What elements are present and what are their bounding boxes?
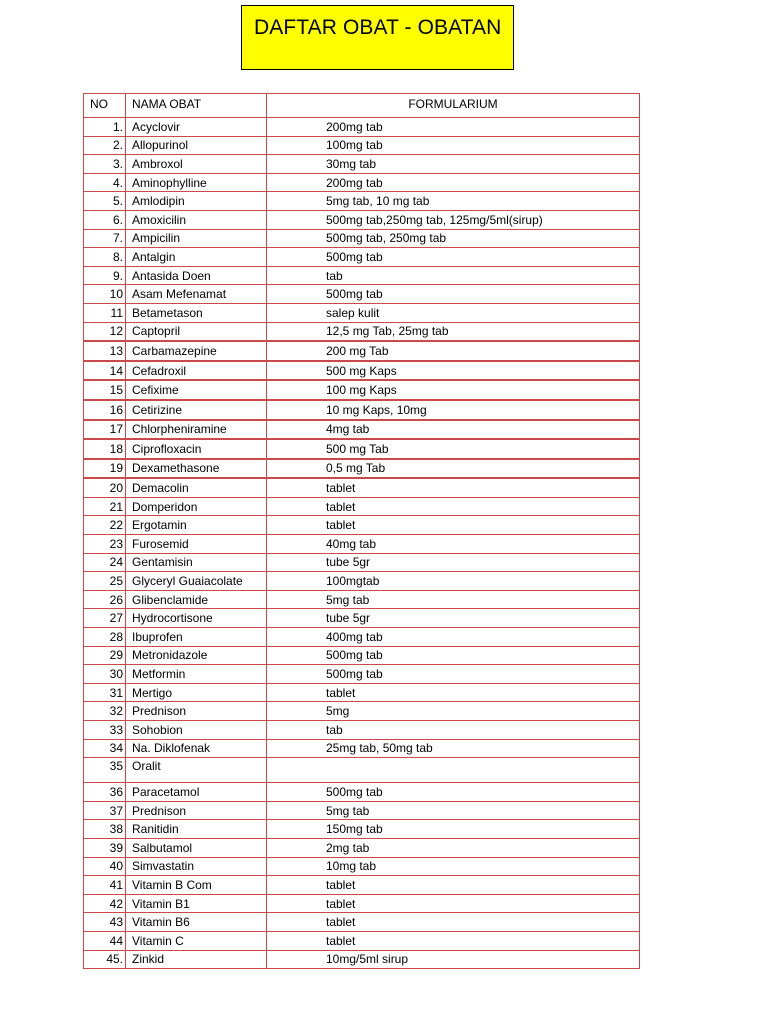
drug-name: Ampicilin xyxy=(126,229,267,248)
drug-formulary xyxy=(267,758,640,783)
drug-formulary: 25mg tab, 50mg tab xyxy=(267,739,640,758)
row-number: 30 xyxy=(84,665,126,684)
row-number: 18 xyxy=(84,439,126,459)
drug-formulary: 10mg/5ml sirup xyxy=(267,950,640,969)
table-row xyxy=(84,285,640,304)
drug-formulary: 4mg tab xyxy=(267,420,640,440)
drug-formulary: 100mg tab xyxy=(267,136,640,155)
table-row xyxy=(84,838,640,857)
drug-formulary: 5mg xyxy=(267,702,640,721)
row-number: 6. xyxy=(84,210,126,229)
drug-name: Amoxicilin xyxy=(126,210,267,229)
table-row xyxy=(84,248,640,267)
row-number: 28 xyxy=(84,628,126,647)
table-row xyxy=(84,118,640,137)
row-number: 1. xyxy=(84,118,126,137)
drug-formulary: 400mg tab xyxy=(267,628,640,647)
drug-formulary: salep kulit xyxy=(267,303,640,322)
drug-formulary: tab xyxy=(267,721,640,740)
drug-name: Demacolin xyxy=(126,478,267,497)
row-number: 13 xyxy=(84,341,126,361)
drug-formulary: tablet xyxy=(267,497,640,516)
drug-formulary: 500 mg Tab xyxy=(267,439,640,459)
drug-name: Hydrocortisone xyxy=(126,609,267,628)
drug-name: Aminophylline xyxy=(126,173,267,192)
row-number: 38 xyxy=(84,820,126,839)
drug-formulary: 5mg tab xyxy=(267,801,640,820)
row-number: 19 xyxy=(84,459,126,479)
row-number: 22 xyxy=(84,516,126,535)
drug-formulary: tablet xyxy=(267,913,640,932)
table-row xyxy=(84,136,640,155)
table-row xyxy=(84,459,640,479)
table-header-row xyxy=(84,94,640,118)
drug-name: Antalgin xyxy=(126,248,267,267)
page-title: DAFTAR OBAT - OBATAN xyxy=(254,16,502,39)
drug-formulary: 500 mg Kaps xyxy=(267,361,640,381)
row-number: 24 xyxy=(84,553,126,572)
drug-formulary: 10 mg Kaps, 10mg xyxy=(267,400,640,420)
table-row xyxy=(84,497,640,516)
drug-name: Vitamin B6 xyxy=(126,913,267,932)
row-number: 32 xyxy=(84,702,126,721)
row-number: 42 xyxy=(84,894,126,913)
drug-name: Prednison xyxy=(126,702,267,721)
drug-name: Na. Diklofenak xyxy=(126,739,267,758)
header-formulary: FORMULARIUM xyxy=(267,94,640,118)
row-number: 36 xyxy=(84,783,126,802)
drug-name: Vitamin B Com xyxy=(126,876,267,895)
drug-name: Metformin xyxy=(126,665,267,684)
table-row xyxy=(84,439,640,459)
table-row xyxy=(84,192,640,211)
drug-name: Sohobion xyxy=(126,721,267,740)
drug-name: Cefixime xyxy=(126,380,267,400)
table-row xyxy=(84,876,640,895)
drug-formulary: 100mgtab xyxy=(267,572,640,591)
drug-name: Gentamisin xyxy=(126,553,267,572)
drug-formulary: tablet xyxy=(267,876,640,895)
table-row xyxy=(84,739,640,758)
drug-formulary: 0,5 mg Tab xyxy=(267,459,640,479)
drug-name: Carbamazepine xyxy=(126,341,267,361)
table-row xyxy=(84,210,640,229)
drug-formulary: 10mg tab xyxy=(267,857,640,876)
table-row xyxy=(84,758,640,783)
drug-name: Vitamin B1 xyxy=(126,894,267,913)
drug-formulary: 500mg tab xyxy=(267,646,640,665)
row-number: 25 xyxy=(84,572,126,591)
table-row xyxy=(84,155,640,174)
row-number: 44 xyxy=(84,931,126,950)
drug-formulary: 5mg tab xyxy=(267,590,640,609)
drug-name: Antasida Doen xyxy=(126,266,267,285)
drug-formulary: 5mg tab, 10 mg tab xyxy=(267,192,640,211)
drug-formulary: 100 mg Kaps xyxy=(267,380,640,400)
table-row xyxy=(84,380,640,400)
row-number: 11 xyxy=(84,303,126,322)
row-number: 16 xyxy=(84,400,126,420)
row-number: 34 xyxy=(84,739,126,758)
drug-formulary: tablet xyxy=(267,931,640,950)
drug-formulary: tube 5gr xyxy=(267,609,640,628)
table-row xyxy=(84,783,640,802)
row-number: 31 xyxy=(84,683,126,702)
drug-formulary: 500mg tab xyxy=(267,783,640,802)
row-number: 35 xyxy=(84,758,126,783)
row-number: 4. xyxy=(84,173,126,192)
drug-formulary: tablet xyxy=(267,894,640,913)
table-row xyxy=(84,609,640,628)
drug-formulary: 2mg tab xyxy=(267,838,640,857)
table-row xyxy=(84,894,640,913)
table-row xyxy=(84,801,640,820)
table-row xyxy=(84,516,640,535)
row-number: 10 xyxy=(84,285,126,304)
table-row xyxy=(84,553,640,572)
table-row xyxy=(84,665,640,684)
table-row xyxy=(84,478,640,497)
drug-formulary: tablet xyxy=(267,478,640,497)
table-row xyxy=(84,590,640,609)
drug-formulary: 500mg tab,250mg tab, 125mg/5ml(sirup) xyxy=(267,210,640,229)
row-number: 3. xyxy=(84,155,126,174)
drug-formulary: 200mg tab xyxy=(267,118,640,137)
row-number: 21 xyxy=(84,497,126,516)
drug-name: Betametason xyxy=(126,303,267,322)
drug-name: Cefadroxil xyxy=(126,361,267,381)
drug-formulary: 12,5 mg Tab, 25mg tab xyxy=(267,322,640,341)
row-number: 17 xyxy=(84,420,126,440)
row-number: 40 xyxy=(84,857,126,876)
row-number: 15 xyxy=(84,380,126,400)
table-row xyxy=(84,628,640,647)
table-row xyxy=(84,913,640,932)
drug-formulary: 40mg tab xyxy=(267,535,640,554)
table-row xyxy=(84,322,640,341)
drug-name: Furosemid xyxy=(126,535,267,554)
table-row xyxy=(84,857,640,876)
table-row xyxy=(84,400,640,420)
drug-name: Mertigo xyxy=(126,683,267,702)
table-row xyxy=(84,420,640,440)
row-number: 7. xyxy=(84,229,126,248)
drug-name: Ibuprofen xyxy=(126,628,267,647)
table-row xyxy=(84,361,640,381)
table-row xyxy=(84,820,640,839)
drug-name: Captopril xyxy=(126,322,267,341)
drug-formulary: 200 mg Tab xyxy=(267,341,640,361)
drug-formulary: tube 5gr xyxy=(267,553,640,572)
drug-name: Asam Mefenamat xyxy=(126,285,267,304)
table-row xyxy=(84,646,640,665)
header-no: NO xyxy=(84,94,126,118)
drug-name: Paracetamol xyxy=(126,783,267,802)
drug-formulary: 30mg tab xyxy=(267,155,640,174)
table-row xyxy=(84,950,640,969)
drug-formulary: 500mg tab xyxy=(267,285,640,304)
drug-name: Vitamin C xyxy=(126,931,267,950)
row-number: 2. xyxy=(84,136,126,155)
drug-formulary: 500mg tab, 250mg tab xyxy=(267,229,640,248)
drug-name: Ranitidin xyxy=(126,820,267,839)
row-number: 37 xyxy=(84,801,126,820)
drug-name: Dexamethasone xyxy=(126,459,267,479)
table-row xyxy=(84,535,640,554)
row-number: 9. xyxy=(84,266,126,285)
drug-formulary: tablet xyxy=(267,516,640,535)
table-row xyxy=(84,341,640,361)
drug-name: Domperidon xyxy=(126,497,267,516)
drug-name: Amlodipin xyxy=(126,192,267,211)
drug-name: Ciprofloxacin xyxy=(126,439,267,459)
table-row xyxy=(84,721,640,740)
row-number: 43 xyxy=(84,913,126,932)
table-row xyxy=(84,266,640,285)
drug-name: Glibenclamide xyxy=(126,590,267,609)
drug-formulary: 200mg tab xyxy=(267,173,640,192)
row-number: 27 xyxy=(84,609,126,628)
drug-name: Prednison xyxy=(126,801,267,820)
drug-name: Chlorpheniramine xyxy=(126,420,267,440)
table-row xyxy=(84,702,640,721)
drug-name: Acyclovir xyxy=(126,118,267,137)
drug-formulary: tablet xyxy=(267,683,640,702)
row-number: 33 xyxy=(84,721,126,740)
row-number: 12 xyxy=(84,322,126,341)
table-row xyxy=(84,683,640,702)
row-number: 41 xyxy=(84,876,126,895)
table-row xyxy=(84,229,640,248)
row-number: 5. xyxy=(84,192,126,211)
drug-name: Oralit xyxy=(126,758,267,783)
row-number: 29 xyxy=(84,646,126,665)
drug-name: Glyceryl Guaiacolate xyxy=(126,572,267,591)
drug-name: Ambroxol xyxy=(126,155,267,174)
header-name: NAMA OBAT xyxy=(126,94,267,118)
row-number: 26 xyxy=(84,590,126,609)
row-number: 39 xyxy=(84,838,126,857)
drug-formulary: 500mg tab xyxy=(267,665,640,684)
drug-name: Allopurinol xyxy=(126,136,267,155)
title-box xyxy=(241,5,514,70)
drug-name: Ergotamin xyxy=(126,516,267,535)
drug-name: Zinkid xyxy=(126,950,267,969)
row-number: 20 xyxy=(84,478,126,497)
row-number: 23 xyxy=(84,535,126,554)
drug-name: Simvastatin xyxy=(126,857,267,876)
drug-name: Cetirizine xyxy=(126,400,267,420)
drug-formulary: 500mg tab xyxy=(267,248,640,267)
table-row xyxy=(84,572,640,591)
row-number: 45. xyxy=(84,950,126,969)
drug-name: Metronidazole xyxy=(126,646,267,665)
table-row xyxy=(84,173,640,192)
drug-formulary: tab xyxy=(267,266,640,285)
drug-list-table xyxy=(83,93,640,969)
row-number: 14 xyxy=(84,361,126,381)
drug-formulary: 150mg tab xyxy=(267,820,640,839)
row-number: 8. xyxy=(84,248,126,267)
table-row xyxy=(84,931,640,950)
table-row xyxy=(84,303,640,322)
drug-name: Salbutamol xyxy=(126,838,267,857)
